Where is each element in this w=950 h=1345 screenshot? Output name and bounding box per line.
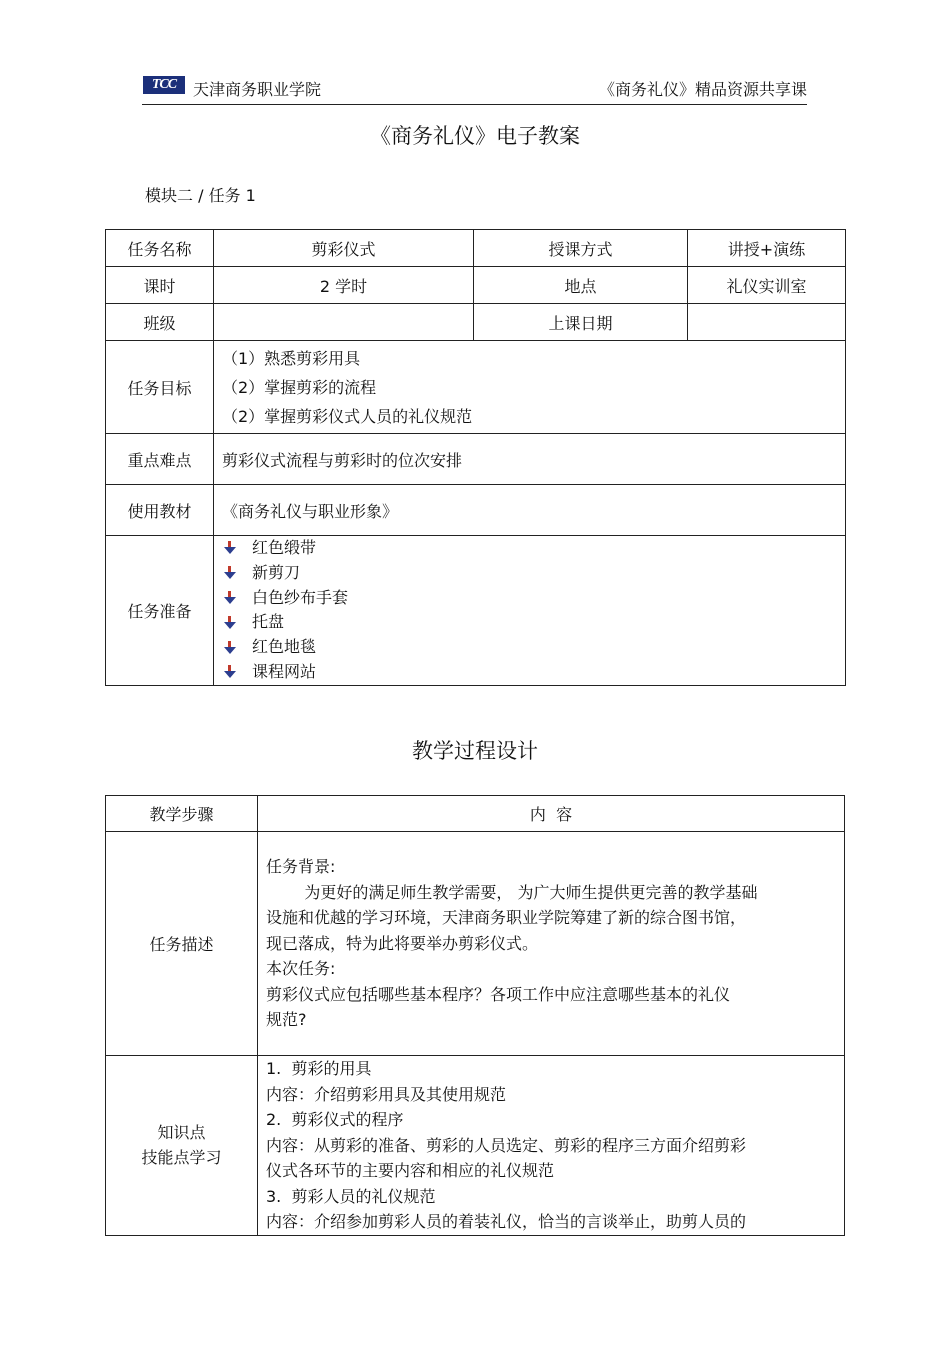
- content-line: 现已落成，特为此将要举办剪彩仪式。: [266, 933, 539, 953]
- header-divider: [142, 104, 807, 105]
- step-column-header: 教学步骤: [106, 796, 258, 832]
- content-line: 1. 剪彩的用具: [266, 1059, 372, 1078]
- goal-item: （2）掌握剪彩的流程: [222, 377, 377, 397]
- task-name-value: 剪彩仪式: [214, 230, 474, 267]
- content-line: 本次任务:: [266, 959, 336, 979]
- prep-item: [222, 660, 845, 685]
- step-knowledge-skills: [106, 1056, 258, 1236]
- prep-item: [222, 586, 845, 611]
- document-title: 《商务礼仪》电子教案: [370, 124, 580, 148]
- content-line: 为更好的满足师生教学需要， 为广大师生提供更完善的教学基础: [304, 882, 758, 902]
- arrow-bullet-icon: [222, 591, 238, 605]
- arrow-bullet-icon: [222, 541, 238, 555]
- content-line: 规范?: [266, 1010, 307, 1030]
- prep-item-label: 白色纱布手套: [252, 587, 349, 607]
- content-line: 内容：介绍剪彩用具及其使用规范: [266, 1084, 507, 1104]
- knowledge-content: [258, 1056, 845, 1236]
- step-label-line: 技能点学习: [141, 1148, 222, 1168]
- content-line: 任务背景:: [266, 857, 336, 877]
- content-line: 内容：介绍参加剪彩人员的着装礼仪，恰当的言谈举止，助剪人员的: [266, 1212, 747, 1231]
- goal-item: （2）掌握剪彩仪式人员的礼仪规范: [222, 406, 473, 426]
- prep-item-label: 红色地毯: [252, 637, 317, 657]
- prep-item: [222, 536, 845, 561]
- prep-item-label: 新剪刀: [252, 562, 301, 582]
- goal-item: （1）熟悉剪彩用具: [222, 348, 361, 368]
- prep-label: 任务准备: [106, 536, 214, 686]
- module-label: 模块二 / 任务 1: [145, 186, 256, 205]
- content-line: 内容：从剪彩的准备、剪彩的人员选定、剪彩的程序三方面介绍剪彩: [266, 1135, 747, 1155]
- textbook-value: 《商务礼仪与职业形象》: [214, 485, 846, 536]
- task-description-content: [258, 832, 845, 1056]
- content-line: 仪式各环节的主要内容和相应的礼仪规范: [266, 1161, 555, 1180]
- date-label: 上课日期: [474, 304, 688, 341]
- course-name: 《商务礼仪》精品资源共享课: [598, 80, 807, 99]
- class-value: [214, 304, 474, 341]
- class-label: 班级: [106, 304, 214, 341]
- content-line: 剪彩仪式应包括哪些基本程序？各项工作中应注意哪些基本的礼仪: [266, 984, 731, 1004]
- arrow-bullet-icon: [222, 641, 238, 655]
- step-label-line: 知识点: [157, 1123, 206, 1143]
- section-title: 教学过程设计: [412, 739, 538, 763]
- prep-item-label: 托盘: [252, 612, 285, 632]
- key-label: 重点难点: [106, 434, 214, 485]
- prep-item: [222, 635, 845, 660]
- place-value: 礼仪实训室: [688, 267, 846, 304]
- prep-list: [214, 536, 845, 685]
- content-line: 设施和优越的学习环境，天津商务职业学院筹建了新的综合图书馆，: [266, 908, 747, 928]
- teaching-process-table: [105, 795, 845, 1236]
- date-value: [688, 304, 846, 341]
- school-name: 天津商务职业学院: [193, 80, 322, 99]
- prep-cell: [214, 536, 846, 686]
- hours-label: 课时: [106, 267, 214, 304]
- step-task-description: 任务描述: [106, 832, 258, 1056]
- method-label: 授课方式: [474, 230, 688, 267]
- lesson-info-table: [105, 229, 846, 686]
- arrow-bullet-icon: [222, 665, 238, 679]
- task-name-label: 任务名称: [106, 230, 214, 267]
- arrow-bullet-icon: [222, 616, 238, 630]
- prep-item-label: 红色缎带: [252, 538, 317, 557]
- goal-list: [214, 341, 846, 434]
- school-logo: TCC: [143, 76, 185, 94]
- place-label: 地点: [474, 267, 688, 304]
- method-value: 讲授+演练: [688, 230, 846, 267]
- content-line: 3. 剪彩人员的礼仪规范: [266, 1186, 436, 1206]
- prep-item: [222, 610, 845, 635]
- arrow-bullet-icon: [222, 566, 238, 580]
- goal-label: 任务目标: [106, 341, 214, 434]
- prep-item-label: 课程网站: [252, 661, 317, 681]
- key-value: 剪彩仪式流程与剪彩时的位次安排: [214, 434, 846, 485]
- content-line: 2. 剪彩仪式的程序: [266, 1110, 404, 1129]
- content-column-header: 内 容: [258, 796, 845, 832]
- hours-value: 2 学时: [214, 267, 474, 304]
- prep-item: [222, 561, 845, 586]
- textbook-label: 使用教材: [106, 485, 214, 536]
